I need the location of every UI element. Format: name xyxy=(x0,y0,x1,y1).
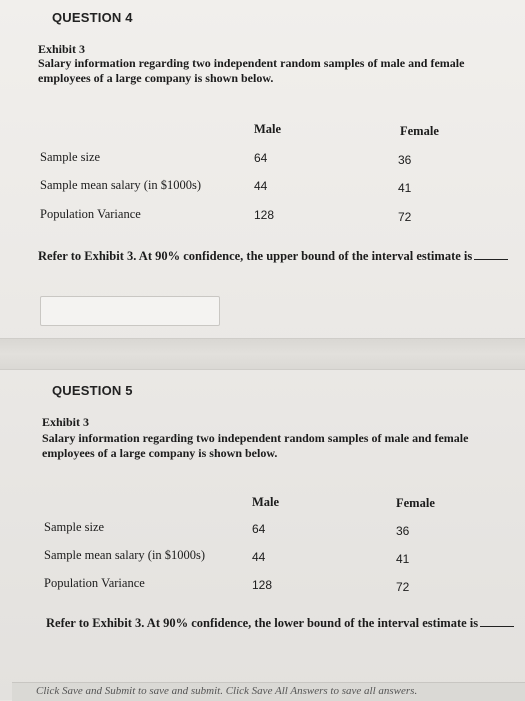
q4-female-population-variance: 72 xyxy=(398,210,412,224)
q4-male-mean-salary: 44 xyxy=(254,179,268,193)
q5-question-text: Refer to Exhibit 3. At 90% confidence, the lower bound of the interval estimate is xyxy=(46,616,479,630)
q5-female-mean-salary: 41 xyxy=(396,552,410,566)
q5-female-population-variance: 72 xyxy=(396,580,410,594)
q5-question xyxy=(46,616,514,631)
q4-col-female: Female xyxy=(400,124,439,138)
q5-description xyxy=(42,431,512,461)
q4-question-text: Refer to Exhibit 3. At 90% confidence, the upper bound of the interval estimate is xyxy=(38,249,473,263)
q4-row-label-sample-size: Sample size xyxy=(40,150,101,164)
q5-row-label-population-variance: Population Variance xyxy=(44,576,145,590)
q4-row-label-mean-salary: Sample mean salary (in $1000s) xyxy=(40,178,202,192)
q5-description-line-1: Salary information regarding two independent random samples of male and female xyxy=(42,431,469,445)
question-divider xyxy=(0,338,525,370)
q4-description-line-2: employees of a large company is shown below. xyxy=(38,71,274,85)
q5-male-sample-size: 64 xyxy=(252,522,266,536)
footer-bar xyxy=(12,682,525,701)
question-5-header: QUESTION 5 xyxy=(52,383,133,398)
q4-col-male: Male xyxy=(254,122,282,136)
q4-question xyxy=(38,249,508,264)
footer-instructions: Click Save and Submit to save and submit. Click Save All Answers to save all answers. xyxy=(36,685,418,697)
q5-col-female: Female xyxy=(396,496,435,510)
q4-description-line-1: Salary information regarding two independent random samples of male and female xyxy=(38,56,465,70)
q5-exhibit-title: Exhibit 3 xyxy=(42,415,90,429)
q5-female-sample-size: 36 xyxy=(396,524,410,538)
q5-row-label-mean-salary: Sample mean salary (in $1000s) xyxy=(44,548,206,562)
q5-blank-line xyxy=(480,616,514,627)
q4-male-population-variance: 128 xyxy=(254,208,275,222)
q4-blank-line xyxy=(474,249,508,260)
q5-male-population-variance: 128 xyxy=(252,578,273,592)
question-4-header: QUESTION 4 xyxy=(52,10,133,25)
q5-male-mean-salary: 44 xyxy=(252,550,266,564)
q4-exhibit-title: Exhibit 3 xyxy=(38,42,86,56)
q4-description xyxy=(38,56,508,86)
q5-row-label-sample-size: Sample size xyxy=(44,520,105,534)
q4-answer-input[interactable] xyxy=(40,296,220,326)
q4-female-mean-salary: 41 xyxy=(398,181,412,195)
q4-female-sample-size: 36 xyxy=(398,153,412,167)
q5-description-line-2: employees of a large company is shown below. xyxy=(42,446,278,460)
q5-col-male: Male xyxy=(252,495,280,509)
q4-row-label-population-variance: Population Variance xyxy=(40,207,141,221)
q4-male-sample-size: 64 xyxy=(254,151,268,165)
